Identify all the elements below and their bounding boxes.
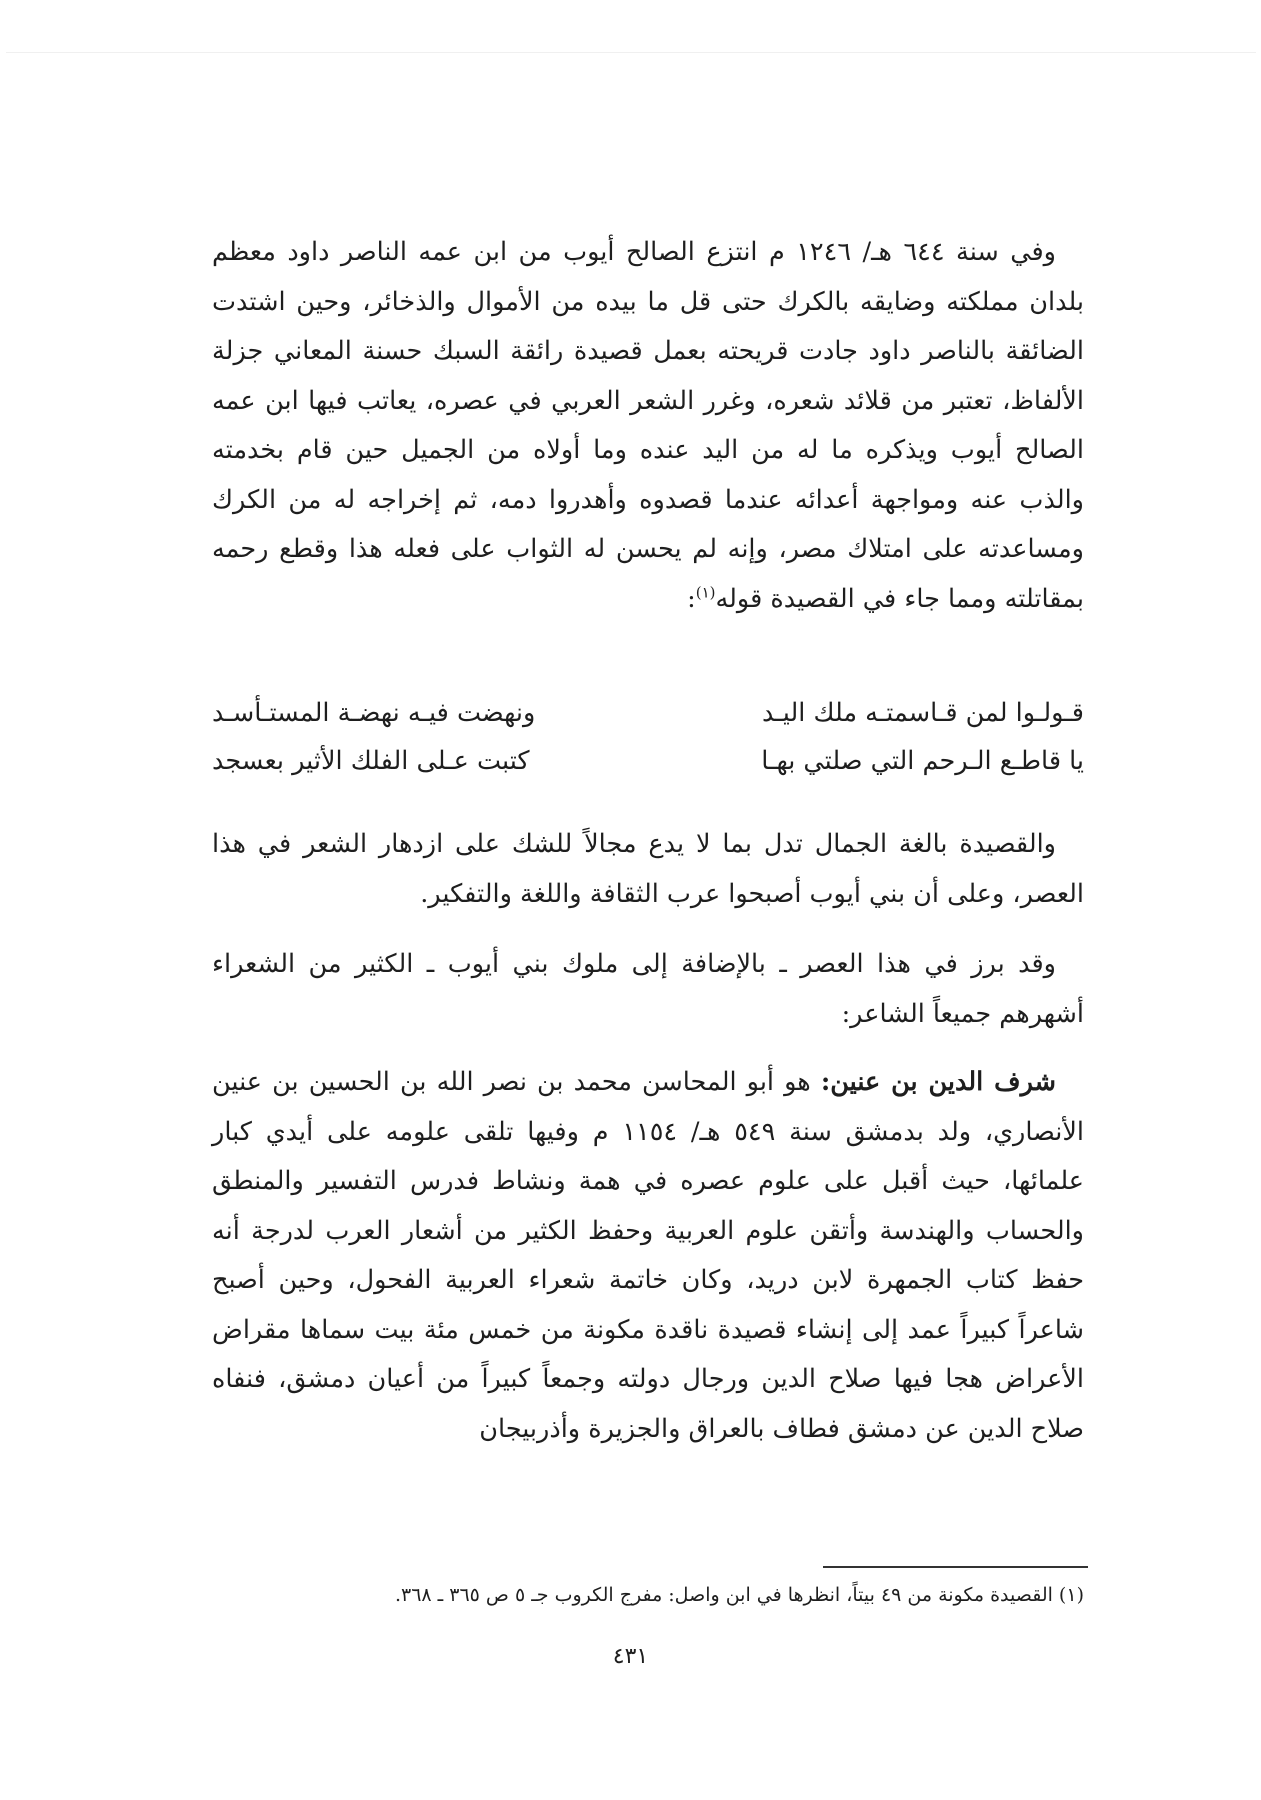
- second-hemistich: ونهضت فيـه نهضـة المستـأسـد: [212, 698, 536, 728]
- first-hemistich: قـولـوا لمن قـاسمتـه ملك اليـد: [761, 698, 1084, 728]
- paragraph-text: وفي سنة ٦٤٤ هـ/ ١٢٤٦ م انتزع الصالح أيوب من ابن عمه الناصر داود معظم بلدان مملكته وضايقه بالكرك حتى قل ما بيده من الأموال والذخائر، وحين اشتدت الضائقة بالناصر داود جادت قريحته بعمل قصيدة رائقة السبك حسنة المعاني جزلة الألفاظ، تعتبر من قلائد شعره، وغرر الشعر العربي في عصره، يعاتب فيها ابن عمه الصالح أيوب ويذكره ما له من اليد عنده وما أولاه من الجميل حين قام بخدمته والذب عنه ومواجهة أعدائه عندما قصدوه وأهدروا دمه، ثم إخراجه له من الكرك ومساعدته على امتلاك مصر، وإنه لم يحسن له الثواب على فعله هذا وقطع رحمه بمقاتلته ومما جاء في القصيدة قوله: [212, 237, 1084, 614]
- footnote-marker[interactable]: (١): [695, 583, 716, 601]
- verse-line: [212, 698, 1084, 746]
- paragraph-text: وقد برز في هذا العصر ـ بالإضافة إلى ملوك بني أيوب ـ الكثير من الشعراء أشهرهم جميعاً الشاعر:: [212, 949, 1084, 1029]
- paragraph-1: [212, 228, 1084, 624]
- paragraph-4: [212, 1058, 1084, 1454]
- paragraph-text: هو أبو المحاسن محمد بن نصر الله بن الحسين بن عنين الأنصاري، ولد بدمشق سنة ٥٤٩ هـ/ ١١٥٤ م وفيها تلقى علومه على أيدي كبار علمائها، حيث أقبل على علوم عصره في همة ونشاط فدرس التفسير والمنطق والحساب والهندسة وأتقن علوم العربية وحفظ الكثير من أشعار العرب لدرجة أنه حفظ كتاب الجمهرة لابن دريد، وكان خاتمة شعراء العربية الفحول، وحين أصبح شاعراً كبيراً عمد إلى إنشاء قصيدة ناقدة مكونة من خمس مئة بيت سماها مقراض الأعراض هجا فيها صلاح الدين ورجال دولته وجمعاً كبيراً من أعيان دمشق، فنفاه صلاح الدين عن دمشق فطاف بالعراق والجزيرة وأذربيجان: [212, 1067, 1084, 1444]
- paragraph-text: والقصيدة بالغة الجمال تدل بما لا يدع مجالاً للشك على ازدهار الشعر في هذا العصر، وعلى أن بني أيوب أصبحوا عرب الثقافة واللغة والتفكير.: [212, 829, 1084, 909]
- verse-line: [212, 746, 1084, 794]
- poet-name-heading: شرف الدين بن عنين:: [820, 1067, 1056, 1097]
- paragraph-3: [212, 940, 1084, 1039]
- footnote: (١) القصيدة مكونة من ٤٩ بيتاً، انظرها في ابن واصل: مفرج الكروب جـ ٥ ص ٣٦٥ ـ ٣٦٨.: [394, 1584, 1084, 1606]
- footnote-divider: [823, 1566, 1088, 1568]
- paragraph-trailing-colon: :: [687, 583, 696, 614]
- page-number: ٤٣١: [612, 1644, 649, 1669]
- paragraph-2: [212, 820, 1084, 919]
- second-hemistich: كتبت عـلى الفلك الأثير بعسجد: [212, 746, 530, 776]
- first-hemistich: يا قاطـع الـرحم التي صلتي بهـا: [761, 746, 1084, 776]
